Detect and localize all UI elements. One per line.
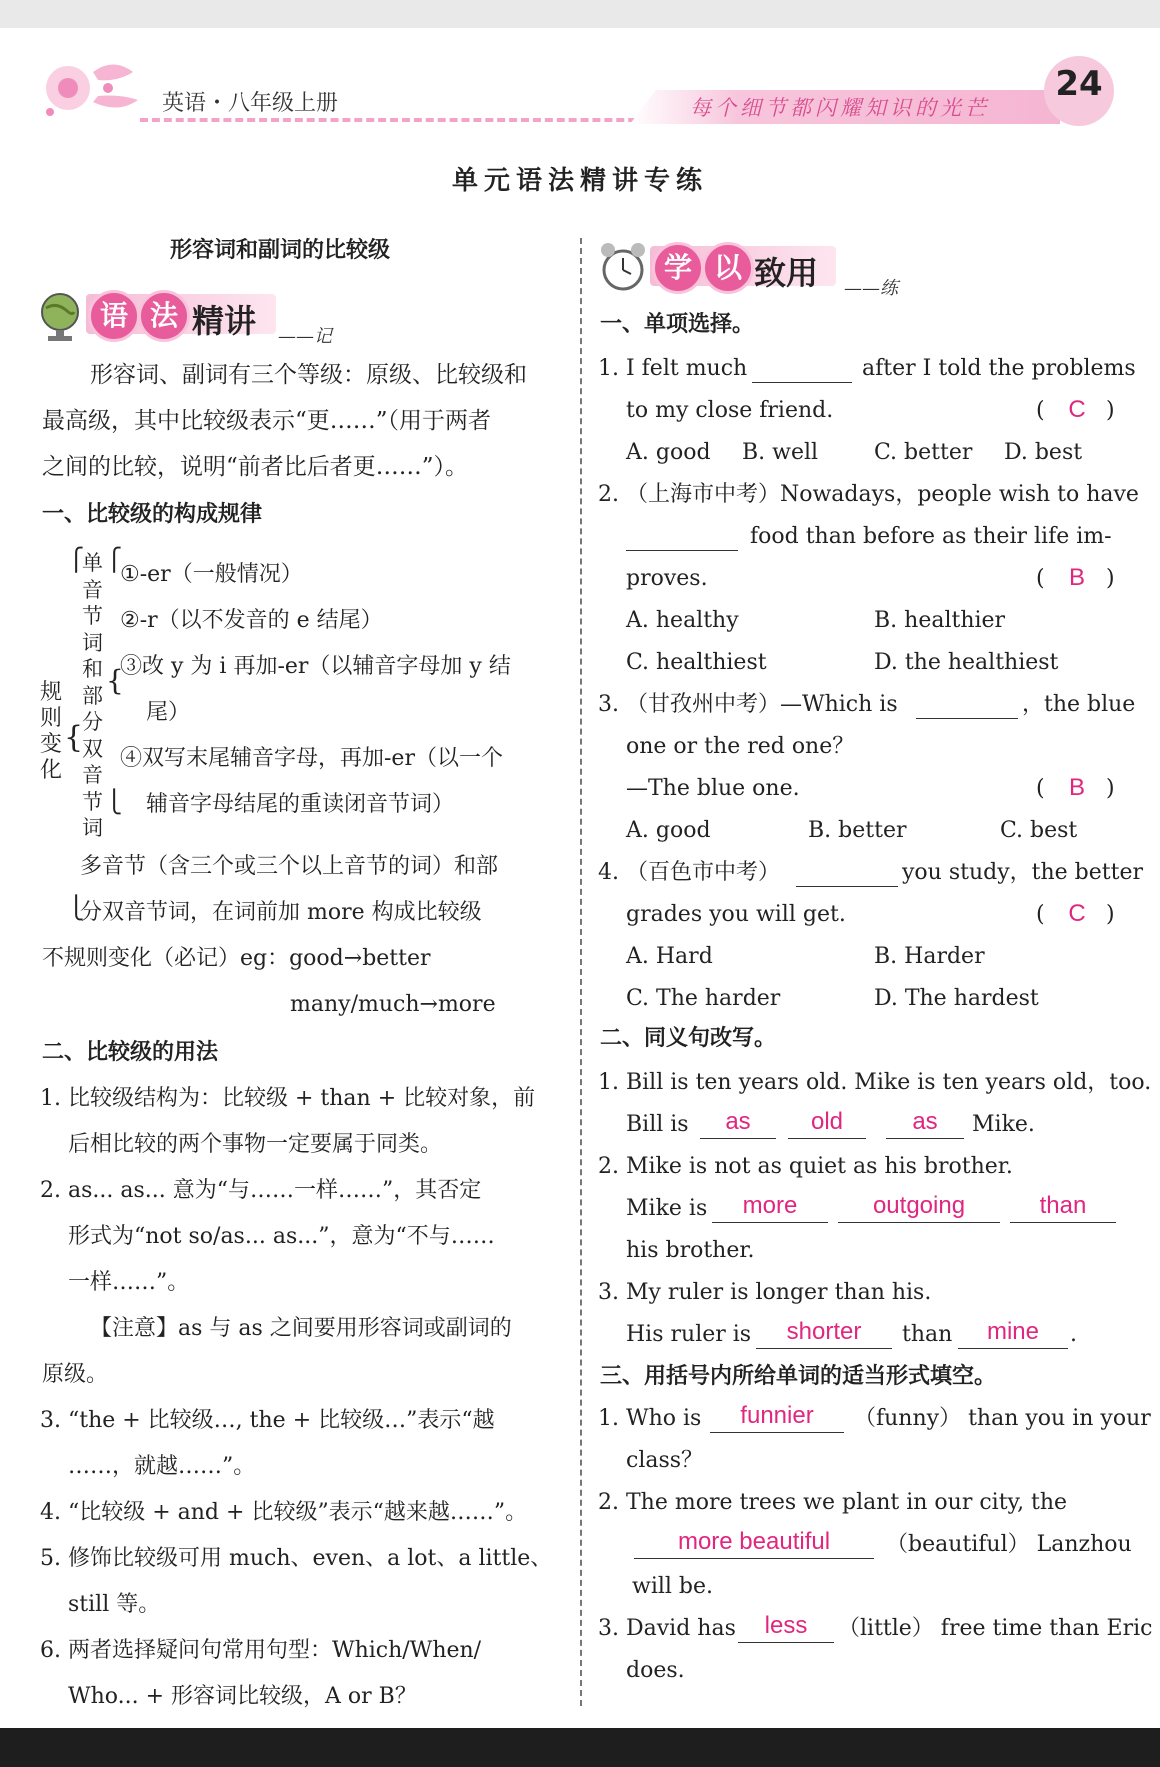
- practice-badge-char1: 学: [652, 242, 704, 294]
- tree-item-2: ②-r（以不发音的 e 结尾）: [120, 608, 383, 633]
- r2-answer-1: more: [742, 1192, 798, 1219]
- tree-bracket-inner-bottom: ⎩: [106, 790, 123, 815]
- q4-option-d: D. The hardest: [874, 986, 1039, 1011]
- q2-stem-2: food than before as their life im-: [750, 524, 1112, 549]
- header-dashed-line: [140, 118, 660, 122]
- q4-paren-open: (: [1036, 902, 1045, 927]
- q4-stem-a: 4. （百色市中考）: [598, 860, 780, 885]
- page-title: 单元语法精讲专练: [451, 166, 708, 196]
- q1-stem-b: after I told the problems: [862, 356, 1136, 381]
- flower-ornament-icon: [38, 52, 148, 124]
- q4-option-a: A. Hard: [626, 944, 713, 969]
- tree-mono-label: 单音节词和部分双音节词: [82, 551, 103, 840]
- q2-paren-open: (: [1036, 566, 1045, 591]
- header-motto: 每个细节都闪耀知识的光芒: [690, 96, 990, 120]
- section-heading-choice: 一、单项选择。: [600, 312, 755, 337]
- r1-blank-3: [886, 1138, 964, 1139]
- practice-badge-char2: 以: [702, 242, 754, 294]
- q2-answer: B: [1068, 564, 1085, 591]
- f1-line-2: class？: [626, 1448, 704, 1473]
- r2-answer-3: than: [1039, 1192, 1087, 1219]
- tree-item-3b: 尾）: [146, 700, 191, 725]
- q2-option-c: C. healthiest: [626, 650, 767, 675]
- f2-line-3: will be.: [632, 1574, 714, 1599]
- f3-blank: [738, 1642, 834, 1643]
- q1-option-b: B. well: [742, 440, 819, 465]
- r2-line-3: his brother.: [626, 1238, 755, 1263]
- q2-blank: [626, 550, 738, 551]
- f2-blank: [634, 1558, 874, 1559]
- usage-note-1: 【注意】as 与 as 之间要用形容词或副词的: [90, 1316, 512, 1341]
- q1-paren-open: (: [1036, 398, 1045, 423]
- globe-icon: [36, 288, 84, 344]
- bottom-edge: [0, 1728, 1160, 1767]
- usage-line-6: 3. “the + 比较级…, the + 比较级…”表示“越: [40, 1408, 495, 1433]
- f1-suffix: （funny） than you in your: [854, 1406, 1151, 1431]
- page-number: 24: [1055, 64, 1103, 104]
- q4-option-c: C. The harder: [626, 986, 781, 1011]
- q2-option-a: A. healthy: [626, 608, 739, 633]
- r1-prefix: Bill is: [626, 1112, 689, 1137]
- r1-answer-3: as: [912, 1108, 938, 1135]
- f3-line-2: does.: [626, 1658, 685, 1683]
- tree-bracket-bottom: ⎩: [68, 896, 85, 921]
- usage-line-3: 2. as... as... 意为“与……一样……”，其否定: [40, 1178, 482, 1203]
- f2-answer: more beautiful: [677, 1528, 831, 1555]
- f2-line-1: 2. The more trees we plant in our city, the: [598, 1490, 1068, 1515]
- r3-suffix: .: [1070, 1322, 1077, 1347]
- column-divider: [580, 238, 582, 1706]
- r1-blank-2: [788, 1138, 866, 1139]
- tree-bracket-top: ⎧: [68, 548, 85, 573]
- alarm-clock-icon: [598, 240, 648, 294]
- q3-blank: [916, 718, 1018, 719]
- f1-answer: funnier: [740, 1402, 814, 1429]
- q3-stem-2: one or the red one？: [626, 734, 855, 759]
- r2-blank-2: [838, 1222, 1000, 1223]
- tree-item-3: ③改 y 为 i 再加-er（以辅音字母加 y 结: [120, 654, 511, 679]
- q4-blank: [796, 886, 898, 887]
- tree-brace-inner: {: [106, 664, 124, 697]
- section-heading-fill: 三、用括号内所给单词的适当形式填空。: [600, 1364, 997, 1389]
- practice-badge-text: 致用: [754, 254, 819, 292]
- tree-irregular-2: many/much→more: [290, 992, 496, 1017]
- r2-line-1: 2. Mike is not as quiet as his brother.: [598, 1154, 1013, 1179]
- usage-line-10: still 等。: [68, 1592, 161, 1617]
- usage-line-7: ……，就越……”。: [68, 1454, 256, 1479]
- grammar-badge-text: 精讲: [192, 302, 257, 340]
- q1-option-a: A. good: [626, 440, 711, 465]
- tree-item-4b: 辅音字母结尾的重读闭音节词）: [146, 792, 455, 817]
- q1-blank: [752, 382, 852, 383]
- r3-line-1: 3. My ruler is longer than his.: [598, 1280, 932, 1305]
- book-title: 英语・八年级上册: [162, 91, 339, 116]
- r3-blank-2: [958, 1348, 1068, 1349]
- grammar-badge-char1: 语: [88, 290, 140, 342]
- q3-answer: B: [1068, 774, 1085, 801]
- q2-paren-close: ): [1106, 566, 1115, 591]
- f3-prefix: 3. David has: [598, 1616, 736, 1641]
- usage-line-12: Who... + 形容词比较级，A or B？: [68, 1684, 417, 1709]
- practice-badge-suffix: ——练: [844, 278, 898, 299]
- section-heading-formation: 一、比较级的构成规律: [42, 502, 263, 527]
- q3-option-b: B. better: [808, 818, 907, 843]
- r1-blank-1: [700, 1138, 776, 1139]
- tree-multi-1: 多音节（含三个或三个以上音节的词）和部: [80, 854, 499, 879]
- f1-blank: [710, 1432, 844, 1433]
- f3-suffix: （little） free time than Eric: [838, 1616, 1153, 1641]
- q1-answer: C: [1068, 396, 1086, 423]
- q4-answer: C: [1068, 900, 1086, 927]
- r1-answer-1: as: [725, 1108, 751, 1135]
- r1-answer-2: old: [810, 1108, 844, 1135]
- q1-option-c: C. better: [874, 440, 973, 465]
- intro-line-2: 最高级，其中比较级表示“更……”（用于两者: [42, 408, 492, 434]
- q3-option-a: A. good: [626, 818, 711, 843]
- r2-blank-3: [1010, 1222, 1116, 1223]
- tree-multi-2: 分双音节词，在词前加 more 构成比较级: [80, 900, 482, 925]
- top-edge: [0, 0, 1160, 28]
- tree-item-1: ①-er（一般情况）: [120, 562, 303, 587]
- q2-stem-3: proves.: [626, 566, 708, 591]
- q3-stem-3: —The blue one.: [626, 776, 800, 801]
- intro-line-3: 之间的比较，说明“前者比后者更……”）。: [42, 454, 469, 480]
- q1-stem-2: to my close friend.: [626, 398, 834, 423]
- q4-paren-close: ): [1106, 902, 1115, 927]
- r2-answer-2: outgoing: [872, 1192, 966, 1219]
- q4-option-b: B. Harder: [874, 944, 985, 969]
- q4-stem-b: you study，the better: [902, 860, 1143, 885]
- q1-option-d: D. best: [1004, 440, 1083, 465]
- tree-rule-label: 规则变化: [40, 680, 63, 783]
- f3-answer: less: [764, 1612, 808, 1639]
- q3-option-c: C. best: [1000, 818, 1078, 843]
- usage-line-11: 6. 两者选择疑问句常用句型：Which/When/: [40, 1638, 482, 1663]
- q3-paren-open: (: [1036, 776, 1045, 801]
- r3-mid: than: [902, 1322, 953, 1347]
- usage-note-2: 原级。: [42, 1362, 109, 1387]
- tree-irregular-1: 不规则变化（必记）eg：good→better: [42, 946, 431, 971]
- q1-paren-close: ): [1106, 398, 1115, 423]
- q4-stem-2: grades you will get.: [626, 902, 846, 927]
- q3-stem-a: 3. （甘孜州中考）—Which is: [598, 692, 898, 717]
- q1-stem-a: 1. I felt much: [598, 356, 748, 381]
- tree-brace-outer: {: [64, 720, 84, 755]
- f1-prefix: 1. Who is: [598, 1406, 702, 1431]
- usage-line-4: 形式为“not so/as... as...”，意为“不与……: [68, 1224, 495, 1249]
- q3-stem-b: ，the blue: [1022, 692, 1136, 717]
- section-heading-rewrite: 二、同义句改写。: [600, 1026, 777, 1051]
- tree-item-4: ④双写末尾辅音字母，再加-er（以一个: [120, 746, 503, 771]
- r2-blank-1: [712, 1222, 828, 1223]
- f2-suffix: （beautiful） Lanzhou: [886, 1532, 1132, 1557]
- section-heading-usage: 二、比较级的用法: [42, 1040, 219, 1065]
- r3-answer-2: mine: [986, 1318, 1040, 1345]
- r1-line-1: 1. Bill is ten years old. Mike is ten years old，too.: [598, 1070, 1152, 1095]
- r2-prefix: Mike is: [626, 1196, 708, 1221]
- topic-title: 形容词和副词的比较级: [170, 238, 391, 263]
- grammar-badge-suffix: ——记: [278, 326, 332, 347]
- usage-line-2: 后相比较的两个事物一定要属于同类。: [68, 1132, 443, 1157]
- usage-line-8: 4. “比较级 + and + 比较级”表示“越来越……”。: [40, 1500, 528, 1525]
- q2-stem-1: 2. （上海市中考）Nowadays，people wish to have: [598, 482, 1139, 507]
- r3-prefix: His ruler is: [626, 1322, 752, 1347]
- usage-line-9: 5. 修饰比较级可用 much、even、a lot、a little、: [40, 1546, 553, 1571]
- usage-line-5: 一样……”。: [68, 1270, 190, 1295]
- q2-option-d: D. the healthiest: [874, 650, 1059, 675]
- r3-blank-1: [756, 1348, 892, 1349]
- r1-suffix: Mike.: [972, 1112, 1035, 1137]
- r3-answer-1: shorter: [786, 1318, 862, 1345]
- q3-paren-close: ): [1106, 776, 1115, 801]
- intro-line-1: 形容词、副词有三个等级：原级、比较级和: [90, 362, 527, 388]
- grammar-badge-char2: 法: [138, 290, 190, 342]
- q2-option-b: B. healthier: [874, 608, 1006, 633]
- tree-bracket-inner-top: ⎧: [106, 548, 123, 573]
- usage-line-1: 1. 比较级结构为：比较级 + than + 比较对象，前: [40, 1086, 536, 1111]
